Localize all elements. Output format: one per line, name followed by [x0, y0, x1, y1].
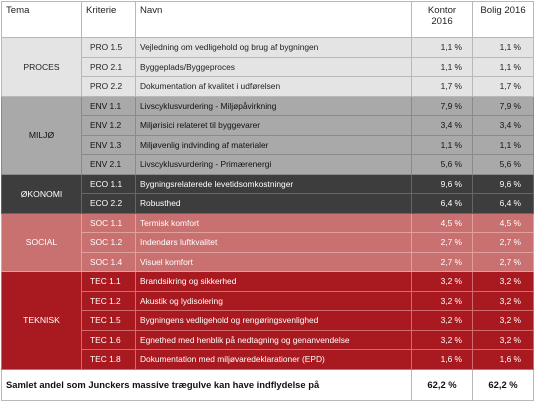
- navn-cell: Dokumentation med miljøvaredeklarationer (EPD): [136, 350, 412, 370]
- kriterie-cell: TEC 1.8: [82, 350, 136, 370]
- kontor-value: 3,2 %: [412, 291, 473, 311]
- bolig-value: 2,7 %: [473, 252, 534, 272]
- kriterie-cell: ECO 2.2: [82, 194, 136, 214]
- kriterie-cell: TEC 1.5: [82, 311, 136, 331]
- table-row: [2, 311, 534, 331]
- table-row: [2, 77, 534, 97]
- kriterie-cell: ENV 1.2: [82, 116, 136, 136]
- bolig-value: 3,2 %: [473, 330, 534, 350]
- kontor-value: 1,1 %: [412, 38, 473, 58]
- total-bolig: 62,2 %: [473, 369, 534, 400]
- table-row: [2, 57, 534, 77]
- bolig-value: 4,5 %: [473, 213, 534, 233]
- header-bolig-2016: Bolig 2016: [473, 2, 534, 38]
- kriterie-cell: SOC 1.4: [82, 252, 136, 272]
- criteria-table-container: [1, 1, 533, 408]
- kriterie-cell: ENV 1.3: [82, 135, 136, 155]
- bolig-value: 5,6 %: [473, 155, 534, 175]
- table-row: [2, 116, 534, 136]
- navn-cell: Robusthed: [136, 194, 412, 214]
- table-row: [2, 330, 534, 350]
- kontor-value: 9,6 %: [412, 174, 473, 194]
- kontor-value: 6,4 %: [412, 194, 473, 214]
- kontor-value: 4,5 %: [412, 213, 473, 233]
- bolig-value: 3,2 %: [473, 272, 534, 292]
- bolig-value: 3,2 %: [473, 311, 534, 331]
- kriterie-cell: ENV 1.1: [82, 96, 136, 116]
- navn-cell: Visuel komfort: [136, 252, 412, 272]
- total-label: Samlet andel som Junckers massive trægulve kan have indflydelse på: [2, 369, 412, 400]
- tema-cell: SOCIAL: [2, 213, 82, 272]
- table-row: [2, 155, 534, 175]
- kriterie-cell: TEC 1.2: [82, 291, 136, 311]
- table-row: [2, 350, 534, 370]
- tema-cell: ØKONOMI: [2, 174, 82, 213]
- kontor-value: 3,4 %: [412, 116, 473, 136]
- bolig-value: 6,4 %: [473, 194, 534, 214]
- table-row: [2, 135, 534, 155]
- navn-cell: Livscyklusvurdering - Miljøpåvirkning: [136, 96, 412, 116]
- bolig-value: 3,2 %: [473, 291, 534, 311]
- bolig-value: 9,6 %: [473, 174, 534, 194]
- bolig-value: 1,1 %: [473, 38, 534, 58]
- table-row: [2, 272, 534, 292]
- table-header-row: [2, 2, 534, 38]
- header-kontor-2016: Kontor 2016: [412, 2, 473, 38]
- table-body: [2, 38, 534, 370]
- kriterie-cell: PRO 2.2: [82, 77, 136, 97]
- bolig-value: 1,1 %: [473, 57, 534, 77]
- navn-cell: Akustik og lydisolering: [136, 291, 412, 311]
- table-row: [2, 213, 534, 233]
- kontor-value: 3,2 %: [412, 272, 473, 292]
- tema-cell: TEKNISK: [2, 272, 82, 370]
- kriterie-cell: TEC 1.6: [82, 330, 136, 350]
- navn-cell: Livscyklusvurdering - Primærenergi: [136, 155, 412, 175]
- bolig-value: 1,6 %: [473, 350, 534, 370]
- kontor-value: 1,6 %: [412, 350, 473, 370]
- dgnb-criteria-table: [1, 1, 534, 401]
- kriterie-cell: PRO 1.5: [82, 38, 136, 58]
- navn-cell: Bygningens vedligehold og rengøringsvenlighed: [136, 311, 412, 331]
- kriterie-cell: PRO 2.1: [82, 57, 136, 77]
- bolig-value: 7,9 %: [473, 96, 534, 116]
- navn-cell: Brandsikring og sikkerhed: [136, 272, 412, 292]
- navn-cell: Indendørs luftkvalitet: [136, 233, 412, 253]
- navn-cell: Bygningsrelaterede levetidsomkostninger: [136, 174, 412, 194]
- header-tema: Tema: [2, 2, 82, 38]
- navn-cell: Dokumentation af kvalitet i udførelsen: [136, 77, 412, 97]
- kontor-value: 5,6 %: [412, 155, 473, 175]
- navn-cell: Miljørisici relateret til byggevarer: [136, 116, 412, 136]
- table-row: [2, 38, 534, 58]
- bolig-value: 1,1 %: [473, 135, 534, 155]
- navn-cell: Egnethed med henblik på nedtagning og genanvendelse: [136, 330, 412, 350]
- navn-cell: Termisk komfort: [136, 213, 412, 233]
- kriterie-cell: SOC 1.2: [82, 233, 136, 253]
- kontor-value: 1,1 %: [412, 135, 473, 155]
- kriterie-cell: SOC 1.1: [82, 213, 136, 233]
- bolig-value: 2,7 %: [473, 233, 534, 253]
- kontor-value: 2,7 %: [412, 233, 473, 253]
- table-row: [2, 233, 534, 253]
- navn-cell: Byggeplads/Byggeproces: [136, 57, 412, 77]
- tema-cell: PROCES: [2, 38, 82, 97]
- kriterie-cell: TEC 1.1: [82, 272, 136, 292]
- kriterie-cell: ECO 1.1: [82, 174, 136, 194]
- bolig-value: 1,7 %: [473, 77, 534, 97]
- kontor-value: 1,7 %: [412, 77, 473, 97]
- table-row: [2, 252, 534, 272]
- kontor-value: 7,9 %: [412, 96, 473, 116]
- tema-cell: MILJØ: [2, 96, 82, 174]
- header-navn: Navn: [136, 2, 412, 38]
- navn-cell: Vejledning om vedligehold og brug af bygningen: [136, 38, 412, 58]
- total-row: [2, 369, 534, 400]
- kontor-value: 2,7 %: [412, 252, 473, 272]
- kontor-value: 1,1 %: [412, 57, 473, 77]
- kriterie-cell: ENV 2.1: [82, 155, 136, 175]
- kontor-value: 3,2 %: [412, 330, 473, 350]
- table-row: [2, 291, 534, 311]
- total-kontor: 62,2 %: [412, 369, 473, 400]
- table-row: [2, 96, 534, 116]
- navn-cell: Miljøvenlig indvinding af materialer: [136, 135, 412, 155]
- bolig-value: 3,4 %: [473, 116, 534, 136]
- kontor-value: 3,2 %: [412, 311, 473, 331]
- table-row: [2, 174, 534, 194]
- table-row: [2, 194, 534, 214]
- header-kriterie: Kriterie: [82, 2, 136, 38]
